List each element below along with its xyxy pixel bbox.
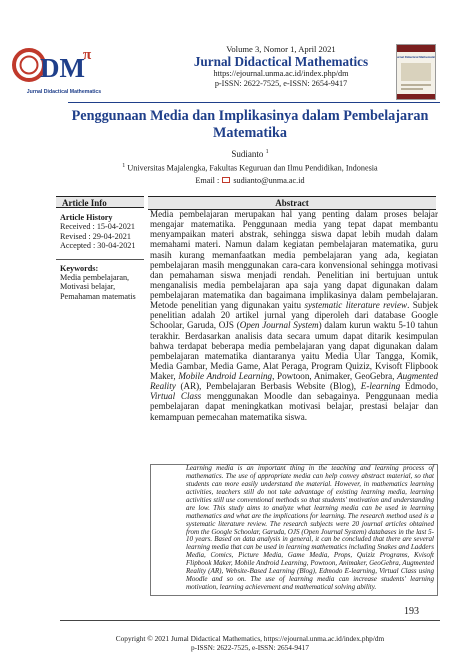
abstract-english: Learning media is an important thing in the teaching and learning process of mathematics. The use of appropriate media can help convey abstract material, so that students can more easily understand the material. However, in mathematics learning activities, teachers still do not take advantage of existing learning media, learning activities still use conventional methods so that students' motivation and understanding are low. This study aims to analyze what learning media can be used in learning mathematics and what are the implications for learning. The research method used is a systematic literature review. The research subjects were 20 journal articles obtained from the Google Schoolar, Garuda, OJS (Open Journal System) databases in the last 5-10 years. Based on data analysis in general, it can be concluded that there are several learning media that can be used in learning mathematics including Snakes and Ladders Media, Comics, Picture Media, Game Media, Props, Quiziz Programs, Kvisoft Flipbook Maker, Mobile Android Learning, Powtoon, Animaker, GeoGebra, Augmented Reality (AR), Website-Based Learning (Blog), Edmodo E-learning, Virtual Class using Moodle and so on. The use of learning media can increase students' learning motivation, learning achievement and mathematical solving ability. [186,464,434,592]
keyword-item: Motivasi belajar, [60,282,116,292]
cover-title: Jurnal Didactical Mathematics [397,55,435,59]
header-divider [68,102,440,103]
logo-caption: Jurnal Didactical Mathematics [26,89,102,95]
page-number: 193 [404,606,419,617]
abstract-emphasis: systematic literature review [304,300,408,311]
email-address[interactable]: sudianto@unma.ac.id [233,176,305,185]
affiliation-line [60,161,440,174]
footer-copyright: Copyright © 2021 Jurnal Didactical Mathematics, https://ejournal.unma.ac.id/index.php/dm [115,634,385,643]
affiliation: Universitas Majalengka, Fakultas Keguruan dan Ilmu Pendidikan, Indonesia [127,163,378,173]
abstract-text: , Powtoon, Animaker, GeoGebra, [272,371,398,381]
received-date: Received : 15-04-2021 [60,222,136,232]
keyword-item: Pemahaman matematis [60,291,136,301]
journal-header [176,44,386,89]
author-name: Sudianto [231,149,264,159]
journal-logo [10,44,136,100]
page-footer [60,634,440,653]
abstract-text: ) dalam kurun waktu 5-10 tahun terakhir. Berdasarkan analisis data secara umum dapat ditarik kesimpulan bahwa terdapat beberapa media pembelajaran yang dapat digunakan dalam pembelajaran matematika diantaranya yaitu Media Ular Tangga, Komik, Media Gambar, Media Game, Alat Peraga, Program Quiziz, Kvisoft Flipbook Maker, [150,320,438,381]
author-line [60,147,440,160]
abstract-text: . Subjek penelitian adalah 20 artikel jurnal yang diperoleh dari database Google Schoolar, Garuda, OJS ( [150,300,439,331]
keyword-item: Media pembelajaran, [60,273,130,283]
abstract-emphasis: E-learning [360,381,401,392]
info-divider [56,259,144,260]
abstract-heading: Abstract [148,196,436,210]
logo-text: DM [40,53,85,83]
logo-pi-symbol: π [83,47,92,63]
abstract-text: Edmodo, [400,381,438,392]
journal-url[interactable]: https://ejournal.unma.ac.id/index.php/dm [213,69,349,78]
footer-issn: p-ISSN: 2622-7525, e-ISSN: 2654-9417 [191,643,309,653]
keywords-label: Keywords: [60,263,99,273]
article-history-label: Article History [60,213,113,222]
footer-divider [60,620,440,621]
abstract-indonesian [150,209,438,422]
abstract-text: menggunakan Moodle dan sebagainya. Penggunaan media pembelajaran dapat meningkatkan motivasi belajar, prestasi belajar dan kemampuan pemecahan matematika siswa. [150,391,438,422]
author-affiliation-marker: 1 [265,149,269,155]
abstract-text: (AR), Pembelajaran Berbasis Website (Blog), [175,381,361,392]
revised-date: Revised : 29-04-2021 [60,231,131,241]
article-info-heading: Article Info [56,196,144,208]
abstract-text: Media pembelajaran merupakan hal yang penting dalam proses belajar mengajar matematika. Penggunaan media yang tepat dapat membantu menyampaikan materi abstrak, sehingga siswa dapat lebih mudah dalam memahami materi. Namun dalam kegiatan pembelajaran matematika, guru masih kurang memanfaatkan media pembelajaran yang ada, kegiatan pembelajaran masih menggunakan cara-cara konvensional sehingga motivasi dan pemahaman siswa menjadi rendah. Penelitian ini bertujuan untuk menganalisis media pembelajaran apa saja yang dapat digunakan dalam pembelajaran matematika dan bagaimana implikasinya dalam pembelajaran. Metode penelitian yang digunakan yaitu [150,209,438,311]
email-label: Email : [195,176,220,185]
abstract-emphasis: Virtual Class [150,391,202,402]
abstract-emphasis: Augmented Reality [150,371,439,392]
accepted-date: Accepted : 30-04-2021 [60,241,136,251]
abstract-emphasis: Open Journal System [239,320,319,331]
article-info-column [60,213,144,301]
affiliation-marker: 1 [122,163,126,169]
abstract-emphasis: Mobile Android Learning [178,371,273,381]
envelope-icon [222,177,230,183]
volume-line: Volume 3, Nomor 1, April 2021 [226,44,336,54]
journal-cover-thumbnail [396,44,436,100]
journal-name: Jurnal Didactical Mathematics [193,54,369,69]
email-line [60,176,440,186]
article-title: Penggunaan Media dan Implikasinya dalam Pembelajaran Matematika [71,108,429,141]
journal-issn: p-ISSN: 2622-7525, e-ISSN: 2654-9417 [214,79,348,88]
